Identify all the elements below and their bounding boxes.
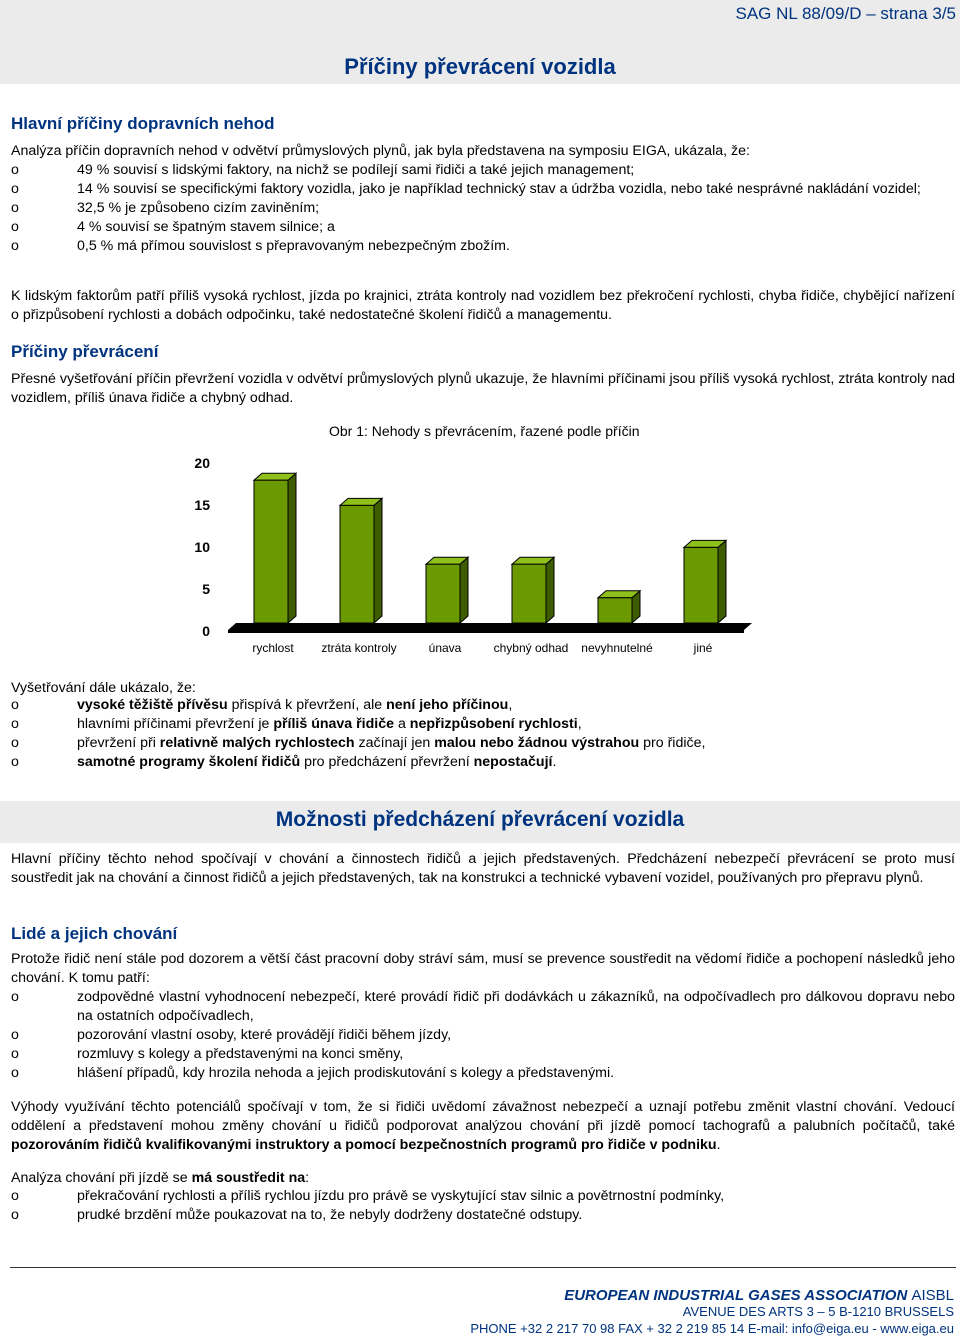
bar-jiné	[684, 547, 718, 623]
text-run: začínají jen	[354, 735, 435, 751]
text-run: .	[716, 1137, 721, 1153]
analysis-intro	[11, 1169, 955, 1188]
list-item: o 4 % souvisí se špatným stavem silnice; a	[11, 219, 335, 235]
text-run: .	[552, 754, 557, 770]
x-tick-label: chybný odhad	[493, 641, 569, 655]
bar-chybný odhad	[512, 564, 546, 623]
page-reference: SAG NL 88/09/D – strana 3/5	[735, 4, 956, 23]
list-item: o zodpovědné vlastní vyhodnocení nebezpečí, které provádí řidič při dodávkách u zákazníků, na odpočívadlech pro dálkovou dopravu nebo na ostatních odpočívadlech,	[11, 989, 955, 1024]
page-title: Příčiny převrácení vozidla	[344, 54, 616, 79]
y-tick-label: 15	[194, 497, 210, 513]
bold-text: příliš únava řidiče	[273, 716, 394, 732]
text-run: Výhody využívání těchto potenciálů spočívají v tom, že si řidiči uvědomí závažnost nebezpečí a uznají potřebu změnit vlastní chování. Vedoucí oddělení a představení mohou změny chování u řidičů podporovat analýzou chování při jízdě pomocí tachografů a palubních počítačů, také	[11, 1099, 955, 1134]
bar-únava	[426, 564, 460, 623]
bullet-marker: o	[11, 697, 19, 713]
x-tick-label: rychlost	[252, 641, 294, 655]
y-tick-label: 10	[194, 539, 210, 555]
text-run: Analýza chování při jízdě se	[11, 1170, 192, 1186]
list-item: o 14 % souvisí se specifickými faktory vozidla, jako je například technický stav a údržba vozidla, nebo také nesprávné nakládání vozidel;	[11, 181, 921, 197]
intro-paragraph: Analýza příčin dopravních nehod v odvětví průmyslových plynů, jak byla představena na symposiu EIGA, ukázala, že:	[11, 143, 750, 159]
human-factors-paragraph: K lidským faktorům patří příliš vysoká rychlost, jízda po krajnici, ztráta kontroly nad vozidlem bez překročení rychlosti, chyba řidiče, chybějící nařízení o přizpůsobení rychlosti a dobách odpočinku, také nedostatečné školení řidičů a managementu.	[11, 288, 955, 323]
list-item: o 49 % souvisí s lidskými faktory, na nichž se podílejí sami řidiči a také jejich management;	[11, 162, 635, 178]
list-item: o pozorování vlastní osoby, které provádějí řidiči během jízdy,	[11, 1027, 452, 1043]
footer-organization	[564, 1287, 954, 1304]
bullet-marker: o	[11, 1027, 19, 1043]
bar-rychlost	[254, 480, 288, 623]
footer-contact: PHONE +32 2 217 70 98 FAX + 32 2 219 85 14 E-mail: info@eiga.eu - www.eiga.eu	[470, 1321, 954, 1336]
bar-top	[598, 591, 640, 598]
measures-list	[11, 988, 955, 1083]
causes-list	[11, 161, 955, 256]
findings-list	[11, 696, 955, 772]
chart-baseline	[228, 630, 744, 633]
text-run: převržení při	[77, 735, 160, 751]
list-item: o prudké brzdění může poukazovat na to, že nebyly dodrženy dostatečné odstupy.	[11, 1207, 583, 1223]
bold-text: nepostačují	[473, 754, 553, 770]
rollover-paragraph: Přesné vyšetřování příčin převržení vozidla v odvětví průmyslových plynů ukazuje, že hlavními příčinami jsou příliš vysoká rychlost, ztráta kontroly nad vozidlem, příliš únava řidiče a chybný odhad.	[11, 371, 955, 406]
text-run: :	[305, 1170, 310, 1186]
footer-address: AVENUE DES ARTS 3 – 5 B-1210 BRUSSELS	[682, 1304, 954, 1319]
bold-text: relativně malých rychlostech	[159, 735, 355, 751]
list-item	[11, 715, 955, 734]
bold-text: samotné programy školení řidičů	[77, 754, 301, 770]
bullet-marker: o	[11, 1188, 19, 1204]
list-item: o 0,5 % má přímou souvislost s přepravovaným nebezpečným zbožím.	[11, 238, 510, 254]
bar-side	[288, 473, 296, 623]
organization-suffix: AISBL	[911, 1287, 954, 1304]
bar-side	[718, 540, 726, 623]
bar-side	[460, 557, 468, 623]
bullet-marker: o	[11, 238, 19, 254]
bar-side	[546, 557, 554, 623]
text-run: pro předcházení převržení	[300, 754, 474, 770]
bullet-marker: o	[11, 1207, 19, 1223]
text-run: a	[394, 716, 410, 732]
text-run: přispívá k převržení, ale	[227, 697, 387, 713]
bullet-marker: o	[11, 200, 19, 216]
heading-people-behavior: Lidé a jejich chování	[11, 924, 178, 943]
list-item: o 32,5 % je způsobeno cizím zaviněním;	[11, 200, 320, 216]
bold-text: nepřizpůsobení rychlosti	[409, 716, 578, 732]
bullet-marker: o	[11, 716, 19, 732]
bullet-marker: o	[11, 989, 19, 1005]
bullet-marker: o	[11, 219, 19, 235]
heading-main-causes: Hlavní příčiny dopravních nehod	[11, 114, 275, 133]
bold-text: malou nebo žádnou výstrahou	[434, 735, 640, 751]
list-item: o rozmluvy s kolegy a představenými na konci směny,	[11, 1046, 404, 1062]
benefits-paragraph	[11, 1098, 955, 1155]
bullet-marker: o	[11, 754, 19, 770]
y-tick-label: 0	[202, 623, 210, 639]
x-tick-label: nevyhnutelné	[581, 641, 653, 655]
bar-nevyhnutelné	[598, 598, 632, 623]
organization-name: EUROPEAN INDUSTRIAL GASES ASSOCIATION	[564, 1287, 908, 1304]
people-paragraph: Protože řidič není stále pod dozorem a větší část pracovní doby stráví sám, musí se prevence soustředit na vědomí řidiče a pochopení následků jeho chování. K tomu patří:	[11, 951, 955, 986]
bar-top	[684, 540, 726, 547]
bullet-marker: o	[11, 735, 19, 751]
list-item: o hlášení případů, kdy hrozila nehoda a jejich prodiskutování s kolegy a představenými.	[11, 1065, 615, 1081]
text-run: hlavními příčinami převržení je	[77, 716, 274, 732]
prevention-paragraph: Hlavní příčiny těchto nehod spočívají v chování a činnostech řidičů a jejich představených. Předcházení nebezpečí převrácení se proto musí soustředit jak na chování a činnost řidičů a jejich představených, tak na konstrukci a technické vybavení vozidel, používaných pro přepravu plynů.	[11, 851, 955, 886]
x-tick-label: jiné	[693, 641, 713, 655]
x-tick-label: únava	[428, 641, 462, 655]
bar-top	[254, 473, 296, 480]
bold-text: pozorováním řidičů kvalifikovanými instruktory a pomocí bezpečnostních programů pro řidiče v podniku	[11, 1137, 717, 1153]
chart-title: Obr 1: Nehody s převrácením, řazené podle příčin	[329, 423, 640, 439]
bar-top	[426, 557, 468, 564]
bullet-marker: o	[11, 162, 19, 178]
list-item	[11, 734, 955, 753]
text-run: ,	[577, 716, 582, 732]
findings-intro: Vyšetřování dále ukázalo, že:	[11, 680, 196, 696]
bar-top	[340, 498, 382, 505]
y-tick-label: 5	[202, 581, 210, 597]
bullet-marker: o	[11, 1046, 19, 1062]
analysis-list	[11, 1187, 955, 1225]
text-run: pro řidiče,	[639, 735, 706, 751]
bold-text: má soustředit na	[191, 1170, 306, 1186]
bullet-marker: o	[11, 1065, 19, 1081]
bar-top	[512, 557, 554, 564]
y-tick-label: 20	[194, 455, 210, 471]
section-title-prevention: Možnosti předcházení převrácení vozidla	[275, 808, 685, 831]
bold-text: není jeho příčinou	[386, 697, 509, 713]
footer-divider	[10, 1267, 956, 1268]
x-tick-label: ztráta kontroly	[321, 641, 397, 655]
chart-floor	[228, 623, 752, 630]
list-item	[11, 696, 955, 715]
bar-chart	[180, 440, 760, 662]
bar-side	[374, 498, 382, 623]
text-run: ,	[508, 697, 513, 713]
heading-rollover-causes: Příčiny převrácení	[11, 342, 159, 361]
bullet-marker: o	[11, 181, 19, 197]
bar-ztráta kontroly	[340, 505, 374, 623]
list-item	[11, 753, 955, 772]
list-item: o překračování rychlosti a příliš rychlou jízdu pro právě se vyskytující stav silnic a povětrnostní podmínky,	[11, 1188, 725, 1204]
bold-text: vysoké těžiště přívěsu	[77, 697, 228, 713]
